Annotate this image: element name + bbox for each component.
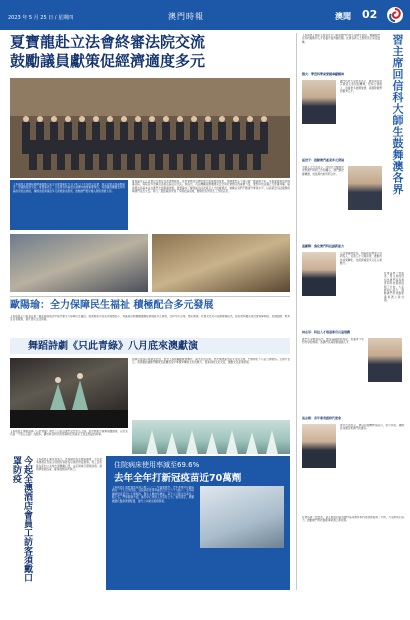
person-4-label: 林志軍：科技人才培養要有長遠規劃 [302, 330, 351, 334]
person-5-body: 青年代表表示，將以回信精神為指引，努力學習，積極投身國家和澳門的建設。 [340, 424, 404, 431]
lead-group-photo [10, 78, 290, 178]
person-4-body: 澳門大學教授指出，應從基礎教育抓起，培養青少年對科學的興趣，為澳門長遠發展儲備人才。 [302, 338, 364, 345]
right-vertical-headline: 習主席回信科大師生鼓舞澳各界 [391, 34, 404, 195]
sub-story-title: 歐陽瑜：全力保障民生福祉 積極配合多元發展 [10, 300, 214, 311]
person-4-portrait [368, 338, 402, 382]
dance-headline-band [10, 338, 290, 354]
person-block-3 [302, 244, 382, 326]
right-mid-text: 社會各界一致認為，習主席的回信為澳門高等教育和科技發展指明了方向，大家將同心協力，推動澳門科技創新事業邁上新台階。 [384, 272, 404, 303]
bottom-kicker: 住院病床使用率減至69.6% [114, 461, 200, 469]
labour-body: 【本報訊】衛生局表示，為保障居民及旅客健康，今日起本澳酒店及綜合度假村須按指引做好防疫措施。員工及訪客在室內公共地方須佩戴口罩，並定時進行環境消毒。當局將加強巡查，確保措施落實執行。 [36, 458, 102, 472]
dance-body: 該劇自首演以來廣受好評，曾登上春節聯歡晚會舞台，演出近四百場。此次來澳演出由文化局主辦，門票將於下月起公開發售。主辦方表示，希望藉此讓澳門觀眾近距離感受中華優秀傳統文化的魅力，促進兩地文化交流，推動文化產業發展。 [132, 358, 290, 365]
person-block-4 [302, 330, 404, 412]
person-5-label: 馬志毅：青年要勇擔時代使命 [302, 416, 342, 420]
page-number: 02 [362, 8, 378, 21]
lead-caption-box [10, 180, 128, 230]
person-3-label: 黃顯輝：強化澳門科技創新能力 [302, 244, 345, 248]
dance-title: 舞蹈詩劇《只此青綠》八月底來澳獻演 [28, 341, 198, 352]
person-3-body: 立法會議員認為，特區政府應加大科研投入，完善人才引進政策，推動科技成果轉化，為經濟適度多元注入新動力。 [340, 252, 382, 266]
person-1-label: 劉夫：學習科學家愛國奉獻精神 [302, 72, 345, 76]
right-tail: 社會各界一致認為，習主席的回信為澳門高等教育和科技發展指明了方向，大家將同心協力，推動澳門科技創新事業邁上新台階。 [302, 516, 404, 523]
header-bar [0, 0, 410, 30]
person-block-1 [302, 72, 382, 154]
bottom-headline: 去年全年打新冠疫苗近70萬劑 [114, 473, 242, 484]
logo-swirl-icon [387, 7, 403, 23]
person-2-label: 崔世平：推動澳門產業多元發展 [302, 158, 345, 162]
dance-photo-ensemble-scene [132, 420, 290, 454]
labour-headline: 今起全澳酒店會員工訪客須戴口罩防疫 [11, 456, 32, 582]
person-2-portrait [348, 166, 382, 210]
lead-title-line1: 夏寶龍赴立法會終審法院交流 [10, 33, 206, 51]
lead-photo-court [152, 234, 290, 292]
logo-icon [387, 7, 403, 23]
lead-title-line2: 鼓勵議員獻策促經濟適度多元 [10, 52, 206, 70]
bottom-body: 【本報訊】統計暨普查局公佈二〇二二年醫療統計。去年本澳共有醫院病床一千七百零四張，住院病床使用率減至百分之六十九點六；全年接種新冠疫苗近七十萬劑次。醫生人數按年增加，每千人口醫生比率為二點七名。門診服務方面，衛生中心求診人次有所上升。當局表示，將繼續優化醫療資源配置，提升公共衛生服務質素。 [112, 486, 194, 503]
lead-body: 夏寶龍肯定立法會近年來在完善選舉制度、落實愛國者治澳原則方面取得的成果，強調要堅定不移貫徹一國兩制方針。其後夏寶龍到訪終審法院，與院長岑浩輝及各級法院法官交流。他指出，司法機關是維護國家安全和社會穩定的重要力量，要堅持依法獨立行使審判權，確保憲法和基本法在澳門全面準確實施。夏寶龍亦了解特區司法改革及人才培養情況，勉勵法官們不斷提升專業水平，以高質量司法服務保障澳門長治久安。同日，夏寶龍還考察了多個社區設施，聽取居民對民生工作的意見。 [132, 180, 290, 194]
person-5-portrait [302, 424, 336, 468]
person-block-2 [302, 158, 382, 240]
lead-caption: 【本報訊】國務院港澳事務辦公室主任夏寶龍於 5 月 24 日下午到訪立法會，與立法會主席高開賢及一眾議員座談交流。夏寶龍表示，立法會在特區管治架構中擔當重要角色，希望議員繼續支持特區政府依法施政，積極為經濟適度多元發展建言獻策，推動澳門更好融入國家發展大局。 [13, 183, 125, 193]
right-intro: 【本報訊】國家主席習近平日前給澳門科技大學師生回信，勉勵他們在科技創新和人才培養方面再創佳績。社會各界人士紛紛表示深受鼓舞。 [302, 34, 380, 44]
dance-photo-main-scene [10, 358, 128, 428]
dance-photo-ensemble [132, 420, 290, 454]
sub-story-body: 【本報訊】行政長官賀一誠在施政報告中提出要全力保障民生福祉。經濟財政司司長李偉農表示，特區政府將繼續推動經濟適度多元發展，支持中小企業，穩定就業。社會文化司司長歐陽瑜指出，政府會持續完善社會保障制度，加強醫療、教育及長者服務，提升居民生活質素。 [10, 315, 290, 322]
lead-headline [10, 33, 290, 71]
person-2-body: 全國人大代表表示，回信充分體現中央對澳門科研工作的關心，澳門應把握機遇，加強與內地科研合作。 [302, 166, 344, 176]
lead-group-photo-figures [10, 78, 290, 178]
dance-caption: 【本報訊】舞蹈詩劇《只此青綠》將於八月底在澳門文化中心上演，由中國東方演藝集團創排，以北宋名畫《千里江山圖》為藍本，講述故宮研究員穿越時空與畫家王希孟對話的故事。 [10, 430, 128, 437]
bottom-story-box [106, 456, 290, 590]
masthead: 澳門時報 [168, 12, 204, 21]
lead-photo-legislature [10, 234, 148, 292]
person-block-5 [302, 416, 404, 512]
person-3-portrait [302, 252, 336, 296]
person-1-body: 澳門科技大學校長表示，將認真學習貫徹習主席回信精神，堅持立德樹人，培養更多愛國愛澳、具國際視野的優秀人才。 [340, 80, 382, 94]
issue-date: 2023 年 5 月 25 日 / 星期四 [8, 15, 74, 21]
column-divider [296, 33, 297, 590]
dance-photo-main [10, 358, 128, 428]
person-1-portrait [302, 80, 336, 124]
section-divider [10, 296, 290, 297]
bottom-photo [200, 486, 284, 548]
section-label: 澳聞 [335, 12, 351, 21]
